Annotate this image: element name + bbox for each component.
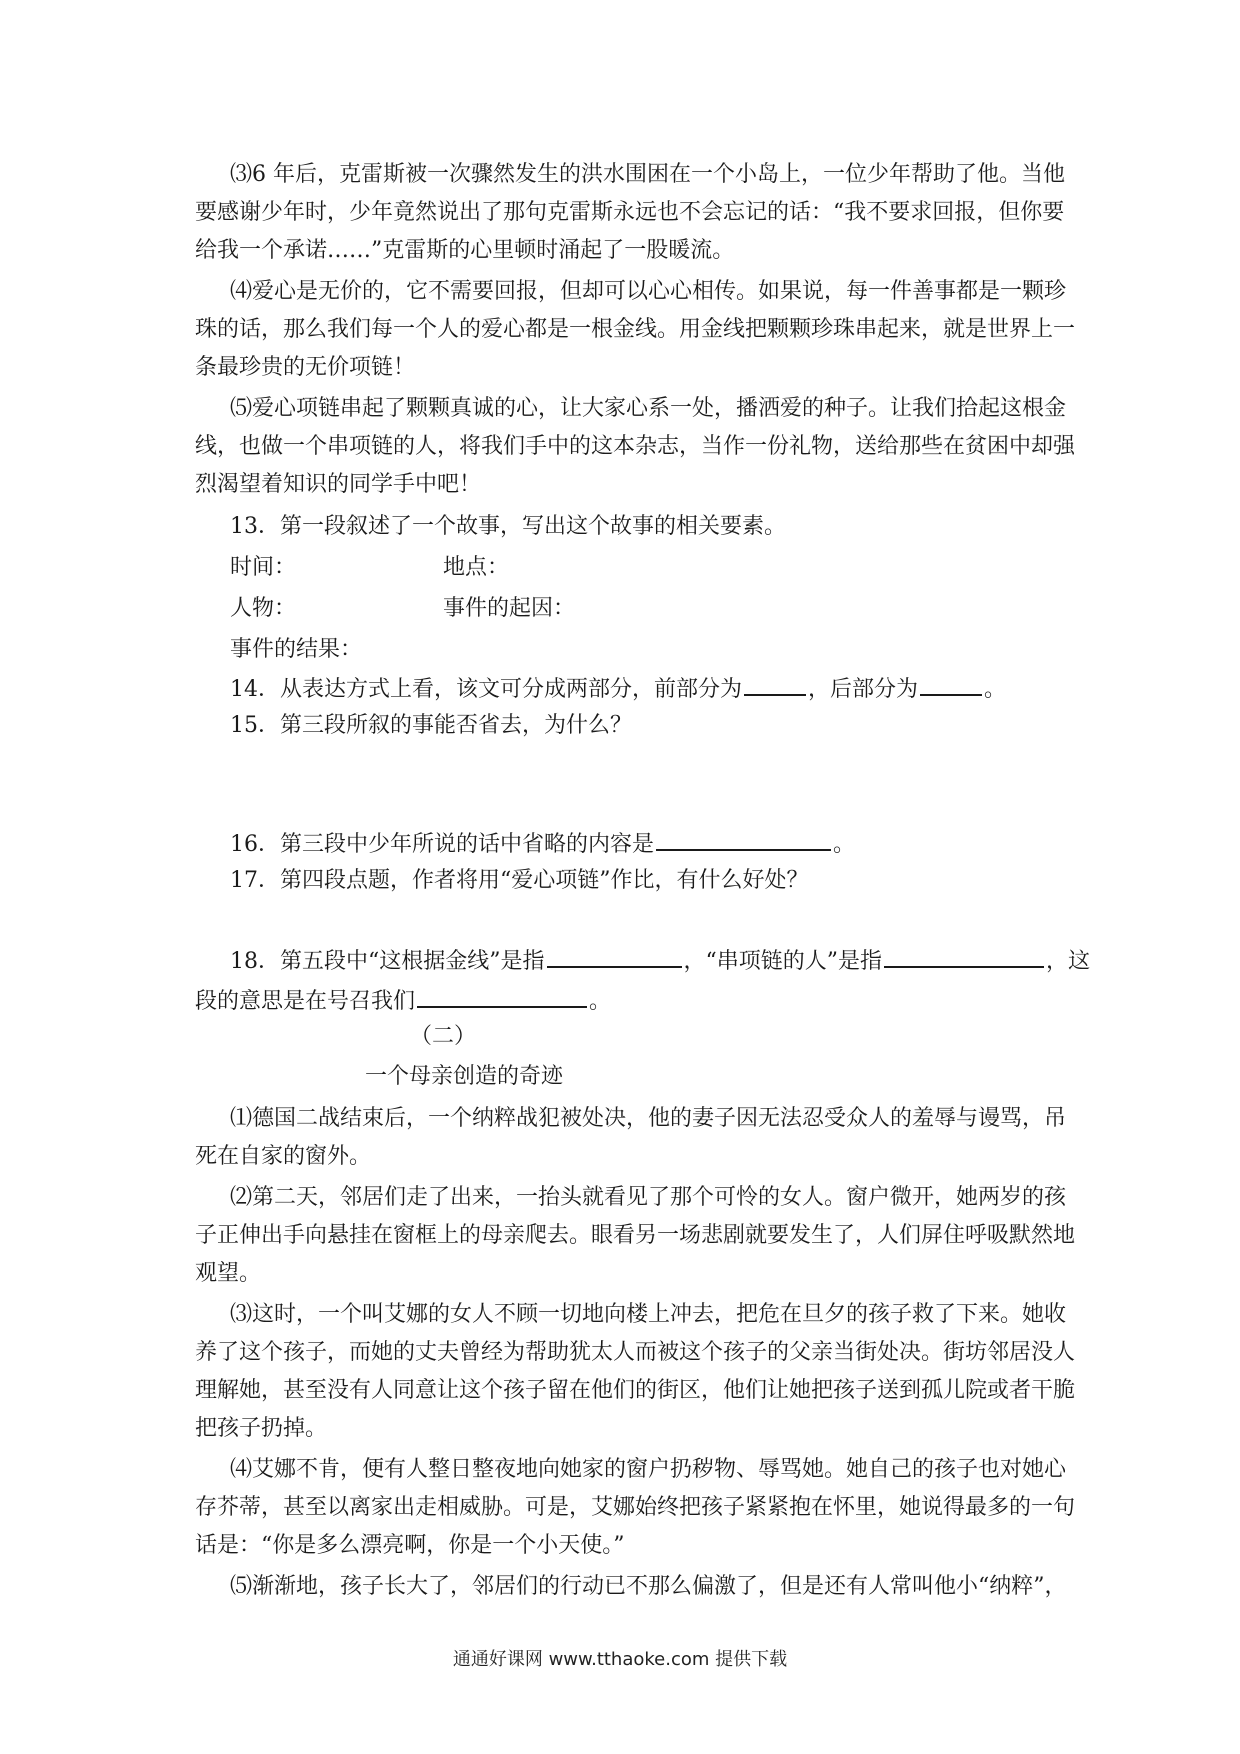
p2-para3-line3: 理解她，甚至没有人同意让这个孩子留在他们的街区，他们让她把孩子送到孤儿院或者干脆: [195, 1378, 1076, 1403]
question-14: [230, 672, 1006, 705]
p2-para4-line3: 话是：“你是多么漂亮啊，你是一个小天使。”: [195, 1533, 625, 1558]
p2-para1-line1: ⑴德国二战结束后，一个纳粹战犯被处决，他的妻子因无法忍受众人的羞辱与谩骂，吊: [230, 1106, 1067, 1131]
q18-text-c: ，这: [1046, 949, 1091, 974]
p2-para3-line2: 养了这个孩子，而她的丈夫曾经为帮助犹太人而被这个孩子的父亲当街处决。街坊邻居没人: [195, 1340, 1076, 1365]
q14-blank-1[interactable]: [744, 672, 806, 696]
q18-blank-1[interactable]: [547, 944, 682, 968]
q18-text-a: 18．第五段中“这根据金线”是指: [230, 949, 545, 974]
q13-person-label: 人物：: [230, 596, 297, 621]
q16-blank[interactable]: [656, 827, 831, 851]
question-18-line1: [230, 944, 1090, 977]
question-18-line2: [195, 984, 611, 1017]
q18-blank-3[interactable]: [417, 984, 587, 1008]
question-13: 13．第一段叙述了一个故事，写出这个故事的相关要素。: [230, 514, 786, 539]
question-16: [230, 827, 855, 860]
p1-para5-line2: 线，也做一个串项链的人，将我们手中的这本杂志，当作一份礼物，送给那些在贫困中却强: [195, 434, 1076, 459]
q16-text-a: 16．第三段中少年所说的话中省略的内容是: [230, 832, 654, 857]
q13-place-label: 地点：: [443, 555, 510, 580]
question-17: 17．第四段点题，作者将用“爱心项链”作比，有什么好处？: [230, 868, 809, 893]
p1-para5-line1: ⑸爱心项链串起了颗颗真诚的心，让大家心系一处，播洒爱的种子。让我们拾起这根金: [230, 396, 1067, 421]
p2-para2-line3: 观望。: [195, 1261, 262, 1286]
q14-text-a: 14．从表达方式上看，该文可分成两部分，前部分为: [230, 677, 742, 702]
p2-para4-line1: ⑷艾娜不肯，便有人整日整夜地向她家的窗户扔秽物、辱骂她。她自己的孩子也对她心: [230, 1457, 1067, 1482]
p1-para3-line2: 要感谢少年时，少年竟然说出了那句克雷斯永远也不会忘记的话：“我不要求回报，但你要: [195, 200, 1065, 225]
p1-para3-line3: 给我一个承诺……”克雷斯的心里顿时涌起了一股暖流。: [195, 238, 735, 263]
q18-text-d: 段的意思是在号召我们: [195, 989, 416, 1014]
q14-text-c: 。: [984, 677, 1007, 702]
p2-para2-line1: ⑵第二天，邻居们走了出来，一抬头就看见了那个可怜的女人。窗户微开，她两岁的孩: [230, 1185, 1067, 1210]
p2-para3-line1: ⑶这时，一个叫艾娜的女人不顾一切地向楼上冲去，把危在旦夕的孩子救了下来。她收: [230, 1302, 1067, 1327]
q18-blank-2[interactable]: [884, 944, 1044, 968]
section-label: （二）: [410, 1024, 477, 1049]
q13-result-label: 事件的结果：: [230, 637, 363, 662]
p2-para2-line2: 子正伸出手向悬挂在窗框上的母亲爬去。眼看另一场悲剧就要发生了，人们屏住呼吸默然地: [195, 1223, 1076, 1248]
question-15: 15．第三段所叙的事能否省去，为什么？: [230, 713, 632, 738]
p2-para3-line4: 把孩子扔掉。: [195, 1416, 328, 1441]
p1-para3-line1: ⑶6 年后，克雷斯被一次骤然发生的洪水围困在一个小岛上，一位少年帮助了他。当他: [230, 162, 1065, 187]
q14-blank-2[interactable]: [920, 672, 982, 696]
q18-text-b: ，“串项链的人”是指: [683, 949, 882, 974]
p1-para4-line1: ⑷爱心是无价的，它不需要回报，但却可以心心相传。如果说，每一件善事都是一颗珍: [230, 279, 1067, 304]
q13-time-label: 时间：: [230, 555, 297, 580]
p2-para1-line2: 死在自家的窗外。: [195, 1144, 372, 1169]
q13-cause-label: 事件的起因：: [443, 596, 576, 621]
passage-title: 一个母亲创造的奇迹: [365, 1064, 564, 1089]
q14-text-b: ，后部分为: [808, 677, 919, 702]
q18-text-e: 。: [589, 989, 612, 1014]
p2-para5-line1: ⑸渐渐地，孩子长大了，邻居们的行动已不那么偏激了，但是还有人常叫他小“纳粹”，: [230, 1574, 1067, 1599]
page-footer: 通通好课网 www.tthaoke.com 提供下载: [452, 1649, 788, 1670]
q16-text-b: 。: [833, 832, 856, 857]
p2-para4-line2: 存芥蒂，甚至以离家出走相威胁。可是，艾娜始终把孩子紧紧抱在怀里，她说得最多的一句: [195, 1495, 1076, 1520]
p1-para5-line3: 烈渴望着知识的同学手中吧！: [195, 472, 482, 497]
p1-para4-line2: 珠的话，那么我们每一个人的爱心都是一根金线。用金线把颗颗珍珠串起来，就是世界上一: [195, 317, 1076, 342]
p1-para4-line3: 条最珍贵的无价项链！: [195, 355, 416, 380]
